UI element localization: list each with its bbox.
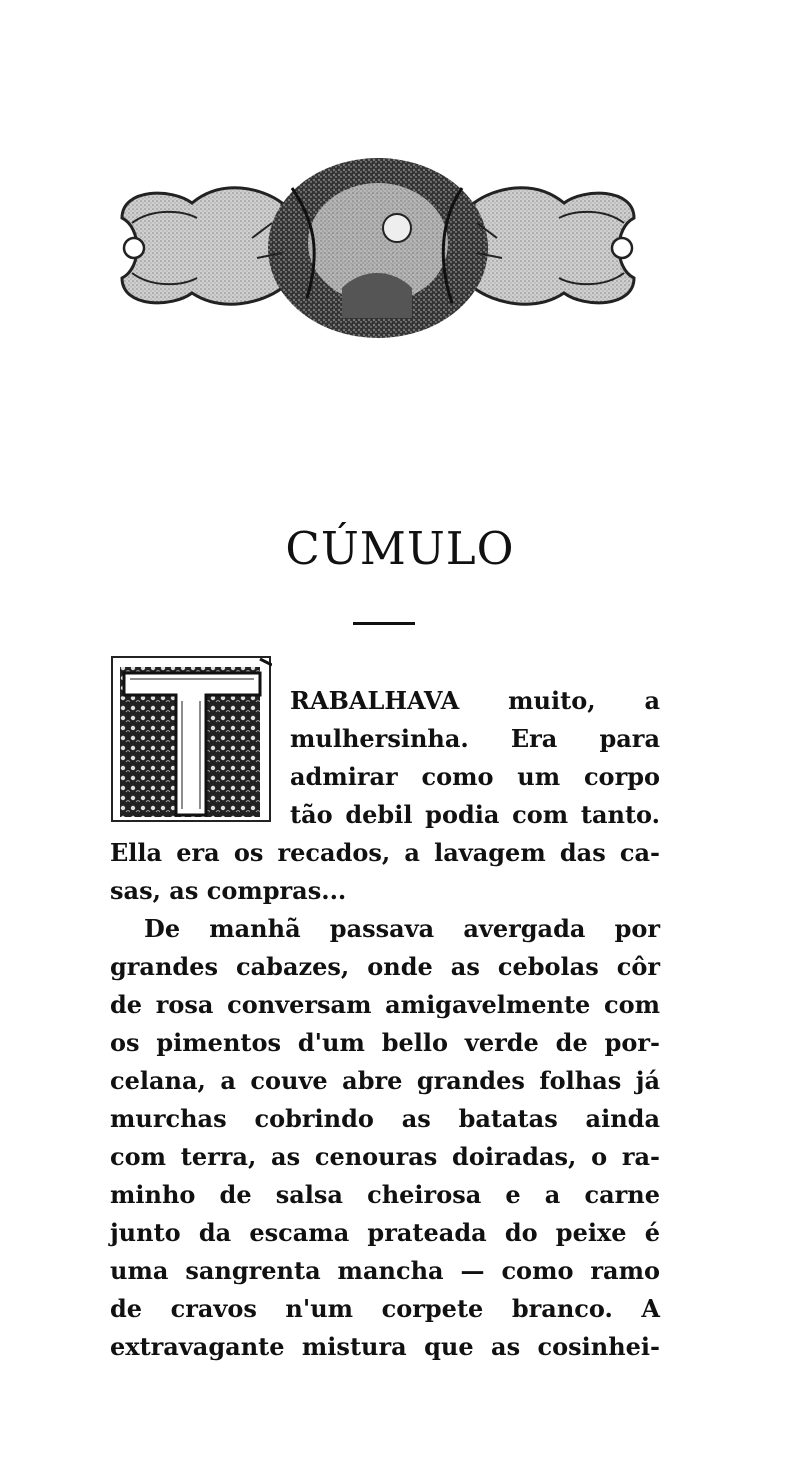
text-line: mulhersinha. Era para — [290, 724, 660, 753]
text-line: sas, as compras... — [110, 876, 347, 905]
text-line: Ella era os recados, a lavagem das ca- — [110, 838, 660, 867]
text-line: de rosa conversam amigavelmente com — [110, 990, 660, 1019]
text-line: junto da escama prateada do peixe é — [110, 1218, 660, 1247]
ornamental-headpiece — [112, 148, 644, 348]
text-line: os pimentos d'um bello verde de por- — [110, 1028, 660, 1057]
text-line: admirar como um corpo — [290, 762, 660, 791]
text-line: celana, a couve abre grandes folhas já — [110, 1066, 660, 1095]
text-line: tão debil podia com tanto. — [290, 800, 660, 829]
body-text — [110, 683, 660, 1383]
text-line: De manhã passava avergada por — [144, 914, 660, 943]
text-line: murchas cobrindo as batatas ainda — [110, 1104, 660, 1133]
text-line: grandes cabazes, onde as cebolas côr — [110, 952, 660, 981]
text-line: de cravos n'um corpete branco. A — [110, 1294, 660, 1323]
text-line: RABALHAVA muito, a — [290, 686, 660, 715]
text-line: extravagante mistura que as cosinhei- — [110, 1332, 660, 1361]
title-divider — [353, 622, 415, 625]
text-line: uma sangrenta mancha — como ramo — [110, 1256, 660, 1285]
text-line: minho de salsa cheirosa e a carne — [110, 1180, 660, 1209]
text-line: com terra, as cenouras doiradas, o ra- — [110, 1142, 660, 1171]
chapter-title: CÚMULO — [285, 522, 515, 575]
